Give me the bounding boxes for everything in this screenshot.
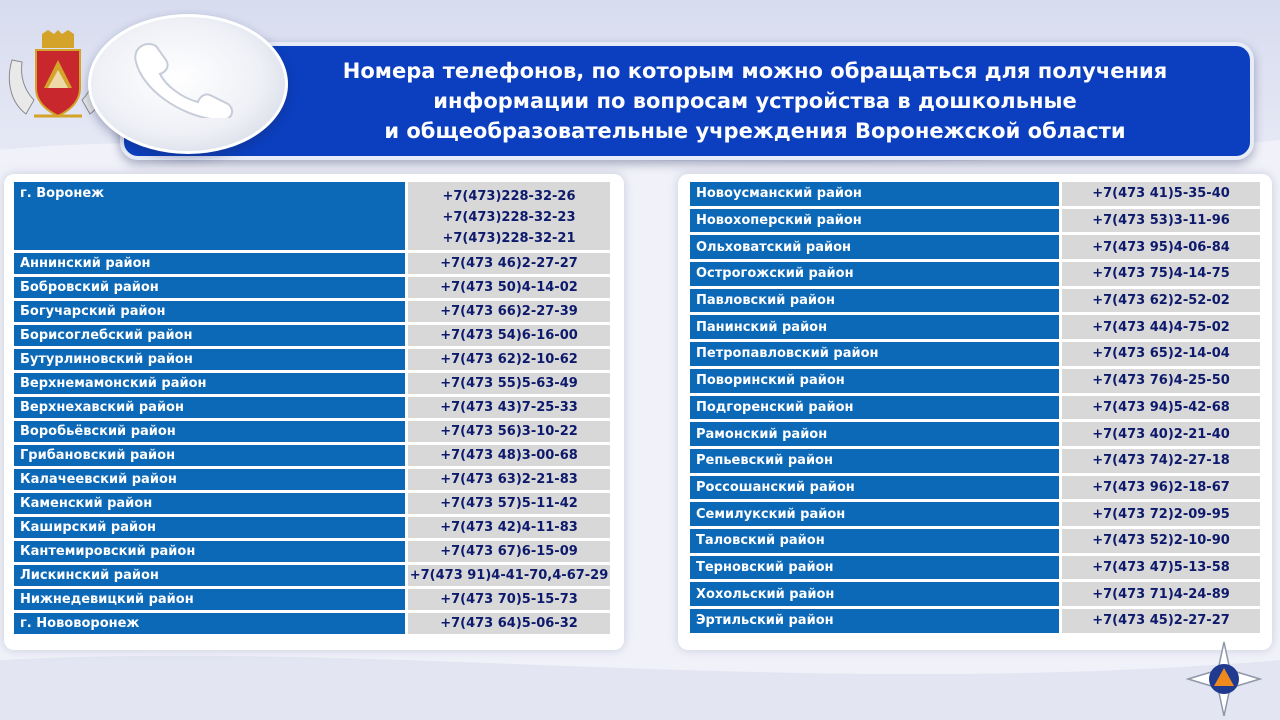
district-name: Таловский район — [690, 529, 1062, 553]
phone-number: +7(473 56)3-10-22 — [408, 421, 610, 442]
phone-number: +7(473 74)2-27-18 — [1062, 449, 1260, 473]
phone-number: +7(473 44)4-75-02 — [1062, 315, 1260, 339]
table-row — [14, 397, 610, 418]
title-line-1: Номера телефонов, по которым можно обращаться для получения — [342, 59, 1168, 83]
district-name: Каширский район — [14, 517, 408, 538]
district-name: Верхнемамонский район — [14, 373, 408, 394]
phone-number: +7(473 76)4-25-50 — [1062, 369, 1260, 393]
table-row — [14, 493, 610, 514]
phone-number: +7(473 64)5-06-32 — [408, 613, 610, 634]
district-name: Верхнехавский район — [14, 397, 408, 418]
phone-number: +7(473 53)3-11-96 — [1062, 209, 1260, 233]
table-row — [690, 182, 1260, 206]
table-row — [690, 396, 1260, 420]
phone-number: +7(473 75)4-14-75 — [1062, 262, 1260, 286]
phone-number: +7(473 41)5-35-40 — [1062, 182, 1260, 206]
table-row — [690, 422, 1260, 446]
district-name: Ольховатский район — [690, 235, 1062, 259]
phone-number: +7(473)228-32-26 — [442, 189, 576, 204]
phone-number: +7(473 95)4-06-84 — [1062, 235, 1260, 259]
phone-number: +7(473)228-32-23 — [442, 210, 576, 225]
district-name: Лискинский район — [14, 565, 408, 586]
table-row — [690, 556, 1260, 580]
table-row — [14, 325, 610, 346]
phone-number: +7(473 42)4-11-83 — [408, 517, 610, 538]
district-name: Воробьёвский район — [14, 421, 408, 442]
table-row — [14, 421, 610, 442]
district-name: Хохольский район — [690, 582, 1062, 606]
title-line-3: и общеобразовательные учреждения Воронежской области — [384, 119, 1126, 143]
district-name: Подгоренский район — [690, 396, 1062, 420]
table-row — [690, 609, 1260, 633]
phone-number: +7(473 70)5-15-73 — [408, 589, 610, 610]
phone-number: +7(473 94)5-42-68 — [1062, 396, 1260, 420]
page-title — [250, 56, 1260, 146]
table-row — [14, 445, 610, 466]
district-name: г. Воронеж — [14, 182, 408, 250]
phone-number: +7(473 62)2-10-62 — [408, 349, 610, 370]
district-name: Калачеевский район — [14, 469, 408, 490]
table-row — [14, 469, 610, 490]
phone-number: +7(473 43)7-25-33 — [408, 397, 610, 418]
phone-number: +7(473 66)2-27-39 — [408, 301, 610, 322]
phone-number-cell — [408, 182, 610, 250]
phone-number: +7(473 48)3-00-68 — [408, 445, 610, 466]
table-row — [14, 589, 610, 610]
phone-number: +7(473 62)2-52-02 — [1062, 289, 1260, 313]
phone-number: +7(473 47)5-13-58 — [1062, 556, 1260, 580]
district-name: Терновский район — [690, 556, 1062, 580]
phone-number: +7(473 65)2-14-04 — [1062, 342, 1260, 366]
district-name: Репьевский район — [690, 449, 1062, 473]
district-name: Грибановский район — [14, 445, 408, 466]
table-row — [14, 277, 610, 298]
phone-number: +7(473 72)2-09-95 — [1062, 502, 1260, 526]
district-name: Новохоперский район — [690, 209, 1062, 233]
right-phone-table — [690, 179, 1260, 636]
phone-number: +7(473 46)2-27-27 — [408, 253, 610, 274]
table-row — [14, 182, 610, 250]
district-name: Эртильский район — [690, 609, 1062, 633]
table-row — [690, 342, 1260, 366]
left-phone-table — [14, 179, 610, 637]
phone-number: +7(473 57)5-11-42 — [408, 493, 610, 514]
table-row — [690, 369, 1260, 393]
phone-number: +7(473 50)4-14-02 — [408, 277, 610, 298]
table-row — [690, 476, 1260, 500]
district-name: Новоусманский район — [690, 182, 1062, 206]
phone-number: +7(473 40)2-21-40 — [1062, 422, 1260, 446]
district-name: Поворинский район — [690, 369, 1062, 393]
table-row — [14, 613, 610, 634]
district-name: Нижнедевицкий район — [14, 589, 408, 610]
table-row — [690, 582, 1260, 606]
table-row — [690, 209, 1260, 233]
district-name: Россошанский район — [690, 476, 1062, 500]
table-row — [14, 301, 610, 322]
district-name: Рамонский район — [690, 422, 1062, 446]
district-name: Бутурлиновский район — [14, 349, 408, 370]
district-name: Аннинский район — [14, 253, 408, 274]
table-row — [690, 235, 1260, 259]
table-row — [690, 289, 1260, 313]
district-name: Бобровский район — [14, 277, 408, 298]
mchs-emblem-icon — [1184, 640, 1264, 718]
district-name: Борисоглебский район — [14, 325, 408, 346]
table-row — [690, 262, 1260, 286]
phone-number: +7(473 67)6-15-09 — [408, 541, 610, 562]
table-row — [14, 253, 610, 274]
phone-number: +7(473 55)5-63-49 — [408, 373, 610, 394]
district-name: Павловский район — [690, 289, 1062, 313]
district-name: Острогожский район — [690, 262, 1062, 286]
title-line-2: информации по вопросам устройства в дошкольные — [433, 89, 1077, 113]
district-name: Богучарский район — [14, 301, 408, 322]
phone-number: +7(473 52)2-10-90 — [1062, 529, 1260, 553]
district-name: г. Нововоронеж — [14, 613, 408, 634]
phone-number: +7(473 63)2-21-83 — [408, 469, 610, 490]
phone-number: +7(473 71)4-24-89 — [1062, 582, 1260, 606]
table-row — [690, 449, 1260, 473]
district-name: Кантемировский район — [14, 541, 408, 562]
phone-number: +7(473 54)6-16-00 — [408, 325, 610, 346]
table-row — [14, 565, 610, 586]
phone-handset-icon — [128, 38, 248, 118]
phone-number: +7(473 96)2-18-67 — [1062, 476, 1260, 500]
phone-number: +7(473)228-32-21 — [442, 231, 576, 246]
table-row — [14, 349, 610, 370]
district-name: Панинский район — [690, 315, 1062, 339]
phone-number: +7(473 91)4-41-70,4-67-29 — [408, 565, 610, 586]
table-row — [690, 315, 1260, 339]
district-name: Петропавловский район — [690, 342, 1062, 366]
phone-number: +7(473 45)2-27-27 — [1062, 609, 1260, 633]
table-row — [14, 517, 610, 538]
table-row — [14, 373, 610, 394]
table-row — [690, 502, 1260, 526]
table-row — [690, 529, 1260, 553]
table-row — [14, 541, 610, 562]
district-name: Каменский район — [14, 493, 408, 514]
district-name: Семилукский район — [690, 502, 1062, 526]
